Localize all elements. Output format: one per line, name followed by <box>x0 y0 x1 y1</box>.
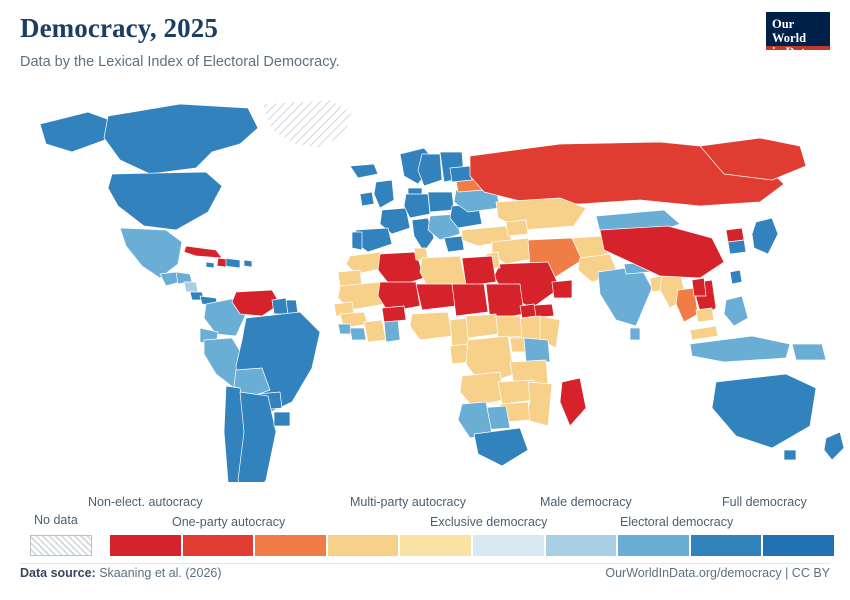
legend-no-data-swatch[interactable] <box>30 535 92 556</box>
country-north-korea[interactable] <box>726 228 744 242</box>
data-source-label: Data source: <box>20 566 96 580</box>
country-laos[interactable] <box>692 278 706 296</box>
country-philippines[interactable] <box>724 296 748 326</box>
country-egypt[interactable] <box>462 256 496 286</box>
country-poland[interactable] <box>428 192 454 212</box>
data-source <box>20 566 222 580</box>
world-map-svg[interactable] <box>0 82 850 482</box>
page-subtitle: Data by the Lexical Index of Electoral Democracy. <box>20 53 340 70</box>
country-libya[interactable] <box>420 256 466 288</box>
country-ghana[interactable] <box>384 320 400 342</box>
country-alaska[interactable] <box>40 112 110 152</box>
page-title: Democracy, 2025 <box>20 13 218 43</box>
owid-logo-line1: Our World <box>772 17 807 45</box>
country-united-kingdom[interactable] <box>374 180 394 208</box>
header <box>20 14 830 71</box>
footer-divider <box>20 563 830 564</box>
legend-scale-segment <box>546 535 619 556</box>
country-mexico[interactable] <box>120 228 182 278</box>
country-puerto-rico[interactable] <box>244 260 252 267</box>
footer <box>20 566 830 586</box>
legend-label-3: Exclusive democracy <box>430 515 548 529</box>
country-burkina-faso[interactable] <box>382 306 406 322</box>
country-tasmania[interactable] <box>784 450 796 460</box>
data-source-value: Skaaning et al. (2026) <box>99 566 222 580</box>
country-nicaragua[interactable] <box>184 282 198 292</box>
legend-scale-segment <box>473 535 546 556</box>
country-guyana[interactable] <box>272 298 288 314</box>
country-taiwan[interactable] <box>730 270 742 284</box>
country-sweden[interactable] <box>418 154 442 186</box>
country-greece[interactable] <box>444 236 464 252</box>
country-suriname[interactable] <box>286 300 298 314</box>
legend-scale-segment <box>110 535 183 556</box>
country-canada[interactable] <box>104 104 258 174</box>
country-madagascar[interactable] <box>560 378 586 426</box>
owid-logo[interactable] <box>766 12 830 59</box>
country-baltics[interactable] <box>450 166 472 182</box>
legend-scale-segment <box>618 535 691 556</box>
country-iceland[interactable] <box>350 164 378 178</box>
country-nigeria[interactable] <box>410 312 452 340</box>
country-uganda[interactable] <box>510 338 526 352</box>
country-central-african-republic[interactable] <box>466 314 498 338</box>
country-united-states[interactable] <box>108 172 222 230</box>
country-ivory-coast[interactable] <box>364 320 386 342</box>
legend-label-5: Electoral democracy <box>620 515 734 529</box>
country-oman[interactable] <box>552 280 572 298</box>
country-eritrea[interactable] <box>520 304 536 318</box>
country-cuba[interactable] <box>184 246 222 258</box>
owid-logo-line2: in Data <box>772 45 812 59</box>
country-niger[interactable] <box>416 284 456 310</box>
legend-scale-segment <box>400 535 473 556</box>
map-legend <box>22 495 834 557</box>
country-cambodia[interactable] <box>696 308 714 322</box>
legend-labels <box>22 495 834 537</box>
country-portugal[interactable] <box>352 232 362 250</box>
country-malaysia[interactable] <box>690 326 718 340</box>
legend-scale-segment <box>328 535 401 556</box>
country-dominican-republic[interactable] <box>224 258 240 268</box>
legend-label-2: Multi-party autocracy <box>350 495 467 509</box>
world-map[interactable] <box>0 82 850 482</box>
country-argentina[interactable] <box>238 392 276 482</box>
legend-label-4: Male democracy <box>540 495 632 509</box>
country-angola[interactable] <box>460 372 504 406</box>
country-india[interactable] <box>598 266 652 326</box>
footer-attribution[interactable]: OurWorldInData.org/democracy | CC BY <box>605 566 830 580</box>
country-chad[interactable] <box>452 284 488 316</box>
legend-scale-segment <box>183 535 256 556</box>
legend-no-data-label: No data <box>34 513 78 527</box>
legend-color-scale[interactable] <box>110 535 834 556</box>
country-australia[interactable] <box>712 374 816 448</box>
country-south-africa[interactable] <box>474 428 528 466</box>
country-haiti[interactable] <box>217 258 226 267</box>
legend-scale-segment <box>691 535 764 556</box>
country-papua-new-guinea[interactable] <box>792 344 826 360</box>
country-liberia[interactable] <box>350 328 366 340</box>
country-indonesia[interactable] <box>690 336 790 362</box>
country-uruguay[interactable] <box>274 412 290 426</box>
legend-label-1: One-party autocracy <box>172 515 286 529</box>
country-ireland[interactable] <box>360 192 374 206</box>
country-jamaica[interactable] <box>206 262 214 268</box>
country-kenya[interactable] <box>524 338 550 362</box>
country-caucasus[interactable] <box>506 220 528 236</box>
country-south-korea[interactable] <box>728 240 746 254</box>
country-new-zealand[interactable] <box>824 432 844 460</box>
legend-label-6: Full democracy <box>722 495 807 509</box>
legend-scale-segment <box>255 535 328 556</box>
country-japan[interactable] <box>752 218 778 254</box>
legend-scale-segment <box>763 535 834 556</box>
country-south-sudan[interactable] <box>496 316 522 338</box>
legend-label-0: Non-elect. autocracy <box>88 495 203 509</box>
country-greenland[interactable] <box>262 100 352 148</box>
country-germany[interactable] <box>404 194 430 218</box>
country-sri-lanka[interactable] <box>630 328 640 340</box>
